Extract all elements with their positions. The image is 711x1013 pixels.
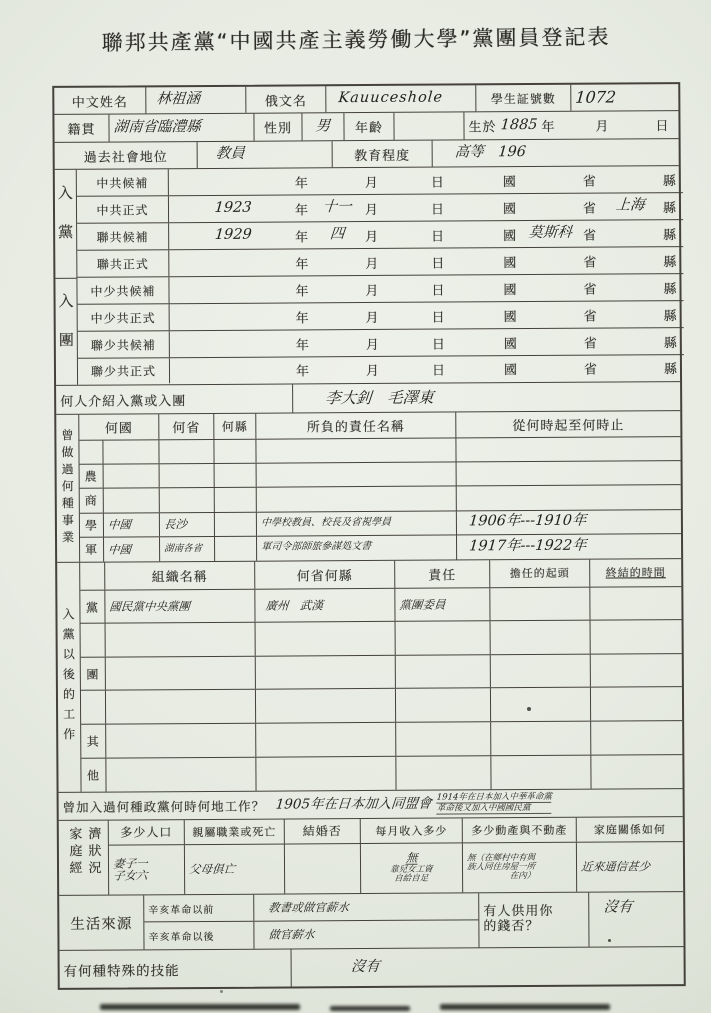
joining-side-labels: [55, 170, 78, 385]
join-row-fields: 年 月 日 國 省 縣: [295, 362, 679, 380]
family-header-relations: 家庭關係如何: [593, 823, 666, 837]
origin-label-cell: 籍貫: [54, 115, 109, 142]
party-work-end: [591, 721, 682, 754]
family-relations-cell: 近來通信甚少: [580, 859, 651, 874]
join-row: [77, 193, 683, 224]
party-work-org: [106, 623, 256, 656]
skills-label-cell: 有何種特殊的技能: [60, 949, 292, 987]
sex-value-cell: 男: [302, 113, 344, 140]
birth-cell: 生於 1885 年 月 日: [468, 116, 670, 136]
party-work-row: [81, 654, 682, 691]
occupation-header-period: 從何時起至何時止: [512, 418, 625, 435]
student-id-label-cell: 學生証號數: [476, 85, 571, 112]
occupation-period: [456, 437, 680, 462]
livelihood-after-value: 做官薪水: [267, 927, 316, 942]
occupation-header-province: 何省: [159, 414, 214, 439]
family-property-value: 無（在鄉村中有與 族人同住房屋一所 在內）: [466, 852, 536, 882]
livelihood-section: [59, 892, 683, 951]
age-value-cell: [394, 112, 464, 139]
join-row-label: 聯共候補: [77, 223, 169, 250]
social-status-value-cell: 教員: [198, 141, 333, 168]
sex-label-cell: 性別: [254, 113, 302, 140]
registration-table: [52, 82, 686, 990]
occupation-duty: 中學校教員、校長及省視學員: [257, 511, 457, 535]
support-question-text: 有人供用你 的錢否？: [483, 903, 554, 935]
origin-value-cell: 湖南省臨澧縣: [109, 114, 254, 142]
other-parties-cell: 曾加入過何種政黨何時何地工作？ 1905年在日本加入同盟會 1914年在日本加入中華革命黨 革命後又加入中國國民黨: [62, 792, 553, 815]
party-work-row: [81, 755, 682, 792]
other-parties-row: [59, 789, 683, 821]
family-header-income: 每月收入多少: [361, 818, 463, 842]
occupation-province: [159, 440, 214, 464]
party-work-org: [106, 690, 256, 723]
joining-rows: [77, 166, 684, 385]
occupation-header-duty: 所負的責任名稱: [256, 412, 456, 438]
occupation-side-label: 曾做過何種事業: [56, 415, 80, 562]
scan-edge-mark: [440, 1004, 610, 1010]
family-property-cell: [463, 842, 577, 892]
occupation-period: 1917年---1922年: [468, 537, 588, 555]
occupation-row: [79, 437, 680, 465]
occupation-cat: 軍: [80, 537, 104, 561]
party-work-cat: 其: [81, 725, 106, 758]
occupation-cat: 商: [80, 489, 104, 512]
occupation-grid: [79, 411, 681, 562]
occupation-period: 1906年---1910年: [468, 512, 588, 530]
occupation-duty: [256, 438, 456, 462]
occupation-cat: [79, 440, 103, 463]
party-work-place: [256, 689, 396, 722]
livelihood-row-after: [144, 920, 478, 949]
party-work-header-row: [80, 559, 681, 591]
party-work-org: [106, 657, 256, 690]
livelihood-row-before: [144, 893, 478, 922]
party-work-cat: [81, 691, 106, 724]
party-work-header-start: 擔任的起頭: [490, 560, 590, 588]
party-work-org: 國民黨中央黨團: [105, 590, 255, 623]
ink-speck: [220, 990, 223, 993]
occupation-header-row: [79, 411, 680, 440]
occupation-row: [80, 485, 681, 513]
join-row-label: 聯少共候補: [78, 331, 170, 358]
skills-value-cell: 沒有: [350, 958, 381, 975]
chinese-name-label-cell: 中文姓名: [54, 87, 146, 114]
livelihood-before-label: 辛亥革命以前: [144, 895, 254, 922]
family-header-population: 多少人口: [109, 820, 185, 844]
occupation-cat: 農: [80, 465, 104, 488]
party-work-place: [256, 756, 396, 790]
occupation-period: [457, 461, 681, 486]
party-work-org: [106, 724, 256, 757]
party-work-cat: 他: [81, 758, 106, 792]
party-work-duty: [396, 689, 491, 722]
identity-row-1: [54, 84, 678, 115]
social-status-label-cell: 過去社會地位: [55, 142, 198, 169]
other-parties-notes: 1914年在日本加入中華革命黨 革命後又加入中國國民黨: [436, 792, 553, 814]
occupation-cat: 學: [80, 513, 104, 536]
party-work-duty: [396, 756, 491, 790]
party-work-cat: 團: [81, 658, 106, 691]
join-row-label: 中少共正式: [78, 304, 170, 331]
join-row: [78, 355, 684, 384]
join-row: [77, 220, 683, 251]
join-row-label: 中共正式: [77, 196, 169, 223]
family-income-value: 無 靠兒女工資 自給自足: [389, 851, 434, 884]
occupation-header-county: 何縣: [214, 414, 256, 439]
join-row-label: 中共候補: [77, 169, 169, 196]
introducer-row: [56, 382, 680, 415]
party-work-header-duty: 責任: [395, 560, 490, 588]
party-work-end: [591, 621, 682, 654]
family-value-row: [109, 842, 683, 895]
form-title: 聯邦共產黨“中國共產主義勞働大學”黨團員登記表: [101, 24, 611, 56]
family-grid: [109, 817, 683, 895]
family-side-label: 家庭經濟狀況: [59, 821, 109, 895]
ink-speck: [608, 939, 611, 942]
family-population-cell: [109, 845, 185, 895]
chinese-name-value-cell: 林祖涵: [146, 87, 246, 114]
party-work-start: [490, 588, 590, 621]
education-value-cell: 高等 196: [454, 144, 527, 161]
family-parents-cell: 父母俱亡: [185, 844, 285, 894]
occupation-section: [56, 411, 681, 563]
occupation-county: [215, 536, 257, 560]
party-work-start: [491, 655, 591, 688]
party-work-header-end: 終結的時間: [605, 566, 666, 581]
occupation-country: [104, 489, 160, 513]
join-row-label: 中少共候補: [77, 277, 169, 304]
family-section: [59, 817, 683, 896]
party-work-end: [591, 688, 682, 721]
party-work-org: [106, 757, 256, 791]
identity-row-3: [55, 139, 679, 170]
party-work-start: [491, 621, 591, 654]
occupation-country: [103, 440, 159, 464]
party-work-place: [256, 723, 396, 756]
party-work-grid: [80, 559, 682, 792]
occupation-row: [80, 510, 681, 538]
occupation-duty: [257, 463, 457, 487]
occupation-duty: 軍司令部師旅參謀処文書: [257, 535, 457, 560]
party-work-duty: [396, 622, 491, 655]
join-row: [77, 274, 683, 305]
support-answer-cell: 沒有: [602, 899, 633, 916]
occupation-header-country: 何國: [79, 414, 159, 439]
join-row-label: 聯共正式: [77, 250, 169, 277]
occupation-row: [80, 534, 681, 562]
scan-edge-mark: [330, 1006, 410, 1011]
livelihood-before-value: 教書或做官薪水: [267, 899, 350, 915]
occupation-county: [215, 512, 257, 535]
party-work-side-label: 入黨以後的工作: [57, 563, 81, 792]
party-work-start: [491, 755, 591, 789]
party-work-header-org: 組織名稱: [105, 562, 255, 590]
join-row-label: 聯少共正式: [78, 358, 170, 384]
scan-edge-mark: [100, 1004, 300, 1010]
livelihood-rows: [144, 893, 479, 949]
livelihood-after-label: 辛亥革命以後: [144, 922, 254, 950]
occupation-duty: [257, 487, 457, 511]
party-work-row: [81, 688, 682, 725]
party-work-duty: [396, 722, 491, 755]
family-header-married: 結婚否: [285, 819, 361, 843]
party-work-place: [256, 622, 396, 655]
party-work-cat: 黨: [80, 591, 105, 624]
party-work-end: [591, 755, 682, 789]
join-party-side: 入黨: [55, 170, 77, 278]
family-married-cell: [285, 844, 361, 894]
family-header-property: 多少動產與不動產: [463, 818, 577, 842]
livelihood-side-label: 生活來源: [59, 895, 144, 950]
party-work-end: [590, 587, 681, 620]
join-row: [77, 247, 683, 278]
occupation-country: 中國: [104, 513, 160, 537]
join-row-fields: 1929 年 四 月 日 國 莫斯科 省 縣: [214, 224, 678, 245]
introducer-label-cell: 何人介紹入黨或入團: [56, 384, 293, 413]
occupation-country: [104, 464, 160, 488]
occupation-province: [160, 488, 215, 512]
occupation-province: 長沙: [160, 512, 215, 536]
occupation-country: 中國: [104, 537, 160, 562]
education-label-cell: 教育程度: [333, 141, 433, 168]
student-id-value-cell: 1072: [574, 87, 617, 108]
join-row-fields: 年 月 日 國 省 縣: [295, 335, 678, 353]
party-work-start: [491, 722, 591, 755]
russian-name-label-cell: 俄文名: [246, 86, 326, 112]
party-work-place: 廣州 武漢: [255, 589, 395, 622]
occupation-province: [160, 464, 215, 488]
occupation-row: [80, 461, 681, 489]
russian-name-value-cell: Kauuceshole: [326, 85, 476, 112]
join-row: [78, 328, 684, 359]
age-label-cell: 年齡: [344, 113, 394, 140]
support-question-cell: [479, 893, 589, 948]
occupation-county: [215, 464, 257, 487]
party-work-header-place: 何省何縣: [255, 561, 395, 589]
occupation-county: [214, 440, 256, 463]
party-work-section: [57, 559, 682, 793]
occupation-county: [215, 488, 257, 511]
join-row-fields: 1923 年 十一 月 日 國 省 上海 縣: [213, 197, 678, 218]
identity-row-2: [54, 111, 678, 143]
join-row-fields: 年 月 日 國 省 縣: [295, 308, 678, 326]
party-work-duty: 黨團委員: [395, 588, 490, 621]
join-row-fields: 年 月 日 國 省 縣: [294, 173, 677, 191]
party-work-end: [591, 654, 682, 687]
ink-speck: [527, 707, 531, 711]
party-work-cat: [81, 624, 106, 657]
party-work-row: [81, 721, 682, 758]
occupation-province: 湖南各省: [160, 537, 215, 562]
occupation-period: [457, 485, 681, 510]
join-row-fields: 年 月 日 國 省 縣: [295, 254, 678, 272]
family-population-value: 妻子一 子女六: [112, 856, 149, 883]
introducer-value-cell: 李大釗 毛澤東: [324, 388, 435, 407]
party-work-row: [81, 621, 682, 658]
skills-row: [60, 947, 684, 988]
joining-section: [55, 166, 680, 386]
join-row-fields: 年 月 日 國 省 縣: [295, 281, 678, 299]
join-league-side: 入團: [56, 292, 75, 371]
join-row: [77, 166, 683, 197]
party-work-duty: [396, 655, 491, 688]
family-header-row: [109, 817, 683, 845]
join-row: [78, 301, 684, 332]
family-income-cell: [361, 843, 463, 893]
party-work-place: [256, 656, 396, 689]
family-header-parents: 親屬職業或死亡: [185, 820, 285, 844]
party-work-start: [491, 688, 591, 721]
party-work-row: [80, 587, 681, 624]
party-work-header-spacer: [80, 563, 105, 590]
